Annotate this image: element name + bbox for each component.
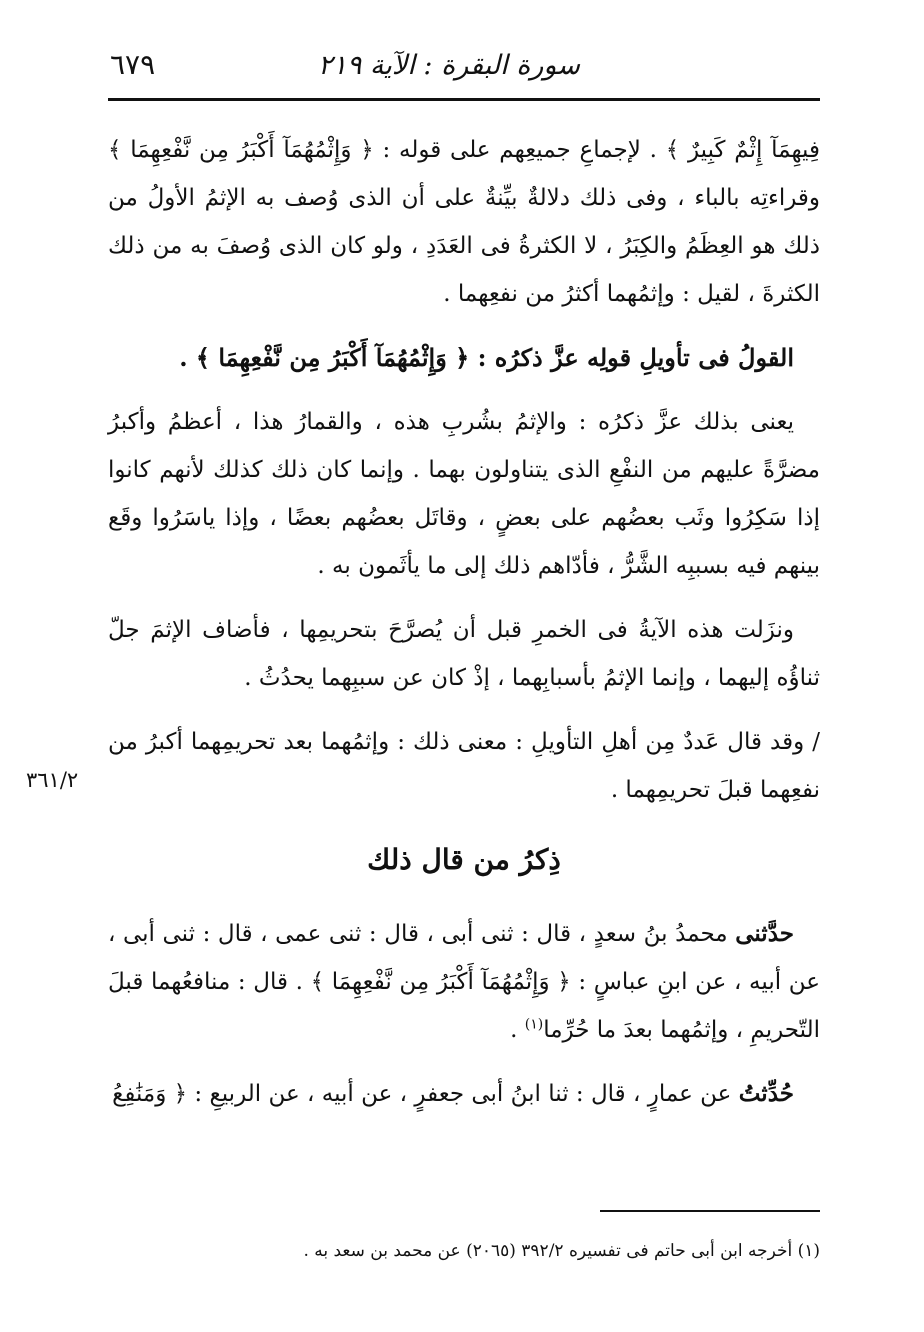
page-header [108,44,820,101]
narration-lead: حُدِّثتُ [738,1080,794,1107]
paragraph-6 [108,1070,820,1118]
paragraph-1: فِيهِمَآ إِثْمٌ كَبِيرٌ ﴾ . لإجماعِ جميعِهم على قوله : ﴿ وَإِثْمُهُمَآ أَكْبَرُ مِن نَّفْعِهِمَا ﴾ وقراءتِه بالباء ، وفى ذلك دلالةٌ بيِّنةٌ على أن الذى وُصف به الإثمُ الأولُ من ذلك هو العِظَمُ والكِبَرُ ، لا الكثرةُ فى العَدَدِ ، ولو كان الذى وُصفَ به من ذلك الكثرةَ ، لقيل : وإثمُهما أكثرُ من نفعِهما . [108,137,820,307]
footnote-divider [600,1210,820,1212]
section-heading-inline: القولُ فى تأويلِ قولِه عزَّ ذكرُه : ﴿ وَإِثْمُهُمَآ أَكْبَرُ مِن نَّفْعِهِمَا ﴾ . [179,343,794,372]
section-heading-center: ذِكرُ من قال ذلك [367,843,561,876]
paragraph-5-end: . [510,1017,525,1043]
paragraph-4: / وقد قال عَددٌ مِن أهلِ التأويلِ : معنى ذلك : وإثمُهما بعد تحريمِهما أكبرُ من نفعِهما قبلَ تحريمِهما . [108,729,820,803]
page-number: ٦٧٩ [110,48,156,81]
paragraph-5 [108,910,820,1054]
paragraph-5-text: محمدُ بنُ سعدٍ ، قال : ثنى أبى ، قال : ثنى عمى ، قال : ثنى أبى ، عن أبيه ، عن ابنِ عباسٍ : ﴿ وَإِثْمُهُمَآ أَكْبَرُ مِن نَّفْعِهِمَا ﴾ . قال : منافعُهما قبلَ التّحريمِ ، وإثمُهما بعدَ ما حُرِّما [108,921,820,1043]
footnote-ref: (١) [524,1016,544,1033]
footnote: (١) أخرجه ابن أبى حاتم فى تفسيره ٣٩٢/٢ (٢٠٦٥) عن محمد بن سعد به . [303,1241,820,1261]
narration-lead: حدَّثنى [735,920,794,947]
paragraph-2: يعنى بذلك عزَّ ذكرُه : والإثمُ بشُربِ هذه ، والقمارُ هذا ، أعظمُ وأكبرُ مضرَّةً عليهم من النفْعِ الذى يتناولون بهما . وإنما كان ذلك كذلك لأنهم كانوا إذا سَكِرُوا وثَب بعضُهم على بعضٍ ، وقاتَل بعضُهم بعضًا ، وإذا ياسَرُوا وقَع بينهم فيه بسببِه الشَّرُّ ، فأدّاهم ذلك إلى ما يأثَمون به . [108,409,820,579]
running-head: سورة البقرة : الآية ٢١٩ [317,50,580,81]
main-text [108,126,820,1134]
paragraph-6-text: عن عمارٍ ، قال : ثنا ابنُ أبى جعفرٍ ، عن أبيه ، عن الربيعِ : ﴿ وَمَنَٰفِعُ [112,1081,739,1107]
margin-page-reference: ٣٦١/٢ [26,768,79,792]
paragraph-3: ونزَلت هذه الآيةُ فى الخمرِ قبل أن يُصرَّحَ بتحريمِها ، فأضاف الإثمَ جلّ ثناؤُه إليهما ، وإنما الإثمُ بأسبابِهما ، إذْ كان عن سببِهما يحدُثُ . [108,617,820,691]
